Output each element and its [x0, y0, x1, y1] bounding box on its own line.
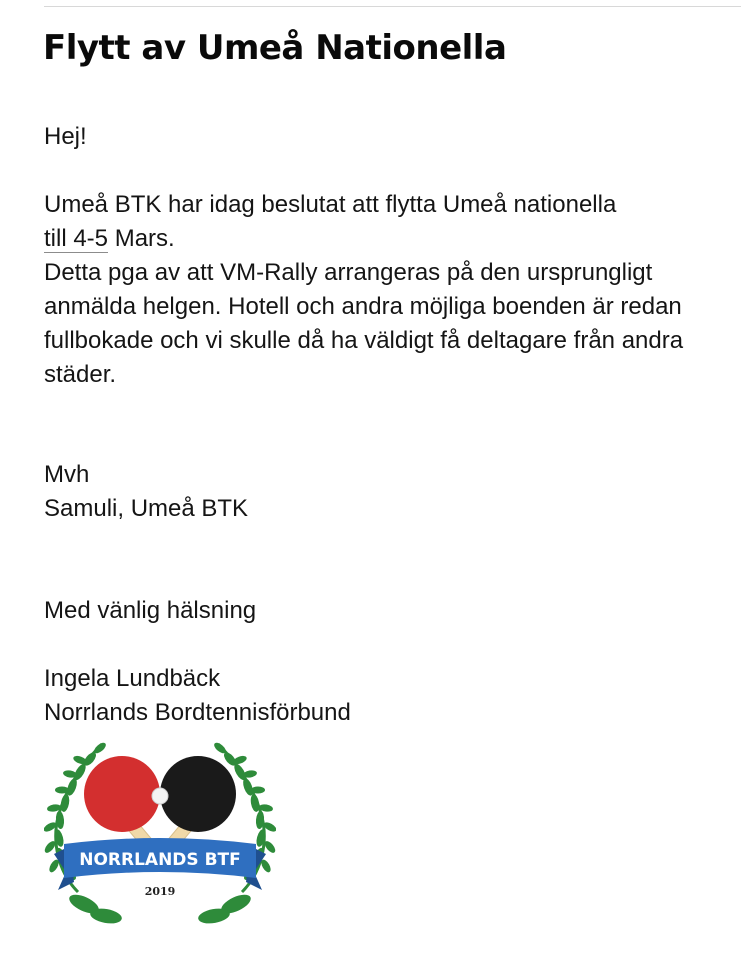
banner-ribbon — [54, 838, 266, 890]
email-body — [44, 120, 724, 730]
black-paddle-icon — [160, 756, 236, 832]
red-paddle-icon — [84, 756, 160, 832]
top-divider — [44, 6, 741, 7]
banner-text: NORRLANDS BTF — [79, 850, 241, 870]
body-line-1: Umeå BTK har idag beslutat att flytta Umeå nationella — [44, 191, 617, 218]
date-link[interactable]: till 4-5 — [44, 225, 109, 252]
ball-icon — [152, 788, 168, 804]
greeting: Hej! — [44, 123, 87, 150]
body-line-2-rest: Mars. — [108, 225, 175, 252]
signoff-name: Samuli, Umeå BTK — [44, 495, 249, 522]
closing: Med vänlig hälsning — [44, 597, 257, 624]
body-paragraph-2: Detta pga av att VM-Rally arrangeras på den ursprungligt anmälda helgen. Hotell och andra möjliga boenden är redan fullbokade och vi skulle då ha väldigt få deltagare från andra städer. — [44, 259, 684, 388]
norrlands-btf-logo — [44, 732, 276, 924]
logo-graphic — [44, 732, 276, 924]
body-paragraph-1 — [44, 188, 724, 256]
sender-name: Ingela Lundbäck — [44, 665, 221, 692]
signoff: Mvh — [44, 461, 90, 488]
sender-org: Norrlands Bordtennisförbund — [44, 699, 351, 726]
email-title: Flytt av Umeå Nationella — [43, 28, 507, 68]
logo-year: 2019 — [144, 885, 176, 898]
